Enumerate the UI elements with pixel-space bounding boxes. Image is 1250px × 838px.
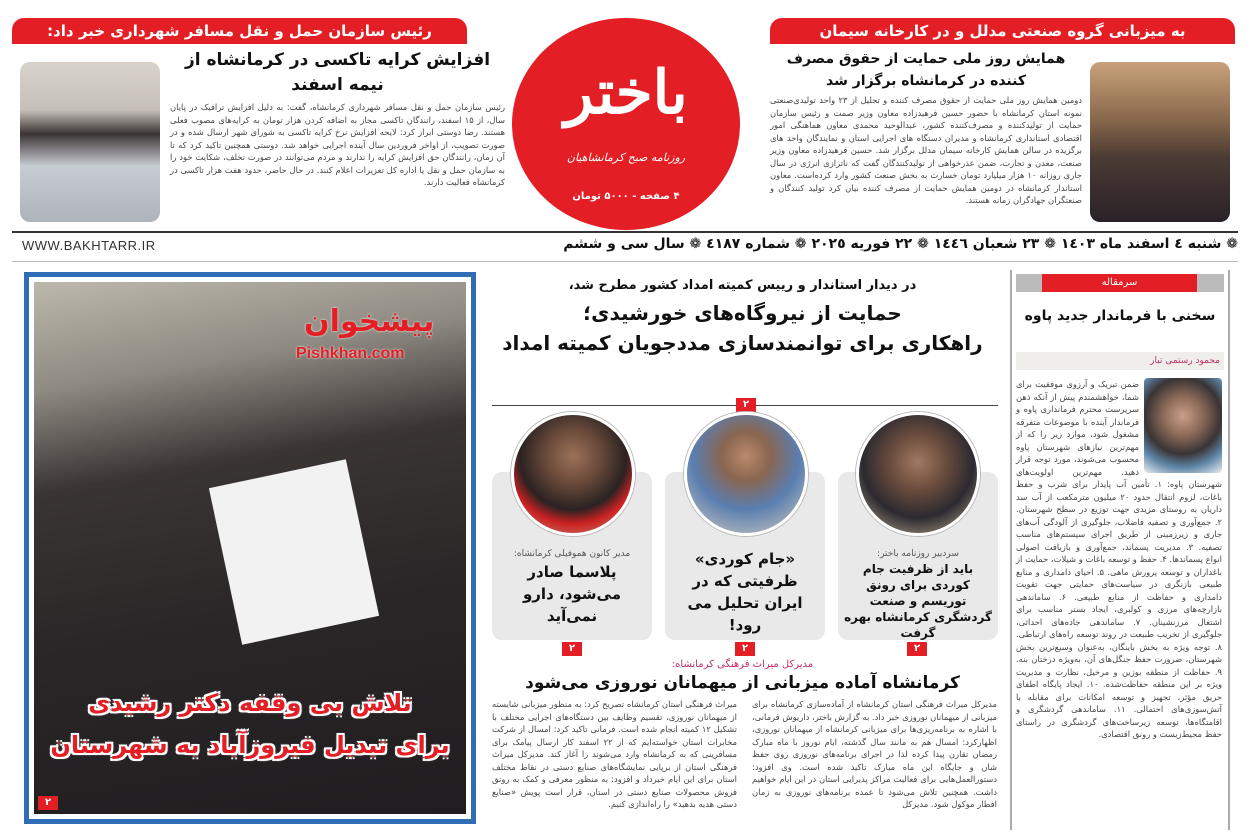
heritage-kicker: مدیرکل میراث فرهنگی کرمانشاه: <box>671 659 814 670</box>
heritage-col-2: میراث فرهنگی استان کرمانشاه تصریح کرد: به منظور میزبانی شایسته از میهمانان نوروزی، تقسیم وظایف بین دستگاه‌های اجرایی مختلف با تشکیل ۱۲ کمیته انجام شده است. فرمانی تاکید کرد: امسال از شرکت مخابرات استان خواسته‌ایم که از ۲۲ اسفند کار ارسال پیامک برای مسافرینی که به کرمانشاه وارد می‌شوند را آغاز کند. مدیرکل میراث فرهنگی استان از برپایی نمایشگاه‌های صنایع دستی در نقاط مختلف استان برای این ایام خبرداد و افزود: به منظور معرفی و کمک به رونق فروش محصولات صنایع دستی در استان، قرار است پویش «صنایع دستی هدیه بدهید» را راه‌اندازی کنیم. <box>492 699 737 809</box>
dateline-rule-bottom <box>12 261 1238 262</box>
main-headline-line-1: حمایت از نیروگاه‌های خورشیدی؛ <box>583 301 902 325</box>
heritage-head <box>485 658 1000 695</box>
hemophilia-portrait <box>511 412 635 536</box>
website-link[interactable]: WWW.BAKHTARR.IR <box>22 238 156 253</box>
conference-photo <box>1090 62 1230 222</box>
main-story <box>485 276 1000 358</box>
card-headline: باید از ظرفیت جام کوردی برای رونق توریسم و صنعت گردشگری کرمانشاه بهره گرفت <box>844 562 992 640</box>
masthead-logo[interactable] <box>512 18 740 230</box>
author-portrait <box>1144 378 1222 473</box>
masthead-tagline: روزنامه صبح کرمانشاهیان <box>566 151 686 164</box>
card-page-tag[interactable]: ۲ <box>735 642 755 656</box>
card-page-tag[interactable]: ۲ <box>907 642 927 656</box>
editorial-headline: سخنی با فرماندار جدید پاوه <box>1024 308 1216 324</box>
top-left-headline: افزایش کرایه تاکسی در کرمانشاه از نیمه اسفند <box>184 50 491 95</box>
kurdi-cup-portrait <box>684 412 808 536</box>
official-portrait-photo <box>20 62 160 222</box>
dateline: ❁ شنبه ٤ اسفند ماه ١٤٠٣ ❁ ٢٣ شعبان ١٤٤٦ ❁ ٢٢ فوریه ٢٠٢٥ ❁ شماره ٤١٨٧ ❁ سال سی و ششم <box>563 236 1238 252</box>
top-right-story <box>770 48 1082 207</box>
card-headline: «جام کوردی» ظرفیتی که در ایران تحلیل می رود! <box>687 550 803 634</box>
top-right-kicker: به میزبانی گروه صنعتی مدلل و در کارخانه سیمان <box>770 18 1235 44</box>
main-headline <box>485 298 1000 358</box>
card-kicker: سردبیر روزنامه باختر: <box>877 549 959 559</box>
main-kicker: در دیدار استاندار و رییس کمیته امداد کشور مطرح شد، <box>568 278 917 293</box>
top-left-kicker: رئیس سازمان حمل و نقل مسافر شهرداری خبر داد: <box>12 18 467 44</box>
editorial-label: سرمقاله <box>1042 274 1197 292</box>
card-kicker: مدیر کانون هموفیلی کرمانشاه: <box>513 549 631 559</box>
lead-photo-caption <box>34 682 466 766</box>
caption-line-2: برای تبدیل فیروزآباد به شهرستان <box>50 731 450 759</box>
top-right-headline: همایش روز ملی حمایت از حقوق مصرف کننده در کرمانشاه برگزار شد <box>786 51 1066 89</box>
lead-photo-frame[interactable] <box>24 272 476 824</box>
watermark-url: Pishkhan.com <box>296 345 405 362</box>
masthead-price: ۴ صفحه - ۵۰۰۰ تومان <box>572 191 680 202</box>
lead-photo <box>34 282 466 814</box>
editorial-text: ضمن تبریک و آرزوی موفقیت برای شما، خواهشمندم پیش از آنکه ذهن سرپرست محترم فرمانداری پاوه و فرماندار آینده با موضوعات متفرقه مشغول شود، موارد زیر را که از مهم‌ترین نیازهای شهرستان پاوه محسوب می‌شوند، مورد توجه قرار دهید. مهم‌ترین اولویت‌های شهرستان پاوه: ۱. تأمین آب پایدار برای شرب و حفظ باغات، لزوم انتقال حدود ۲۰ میلیون مترمکعب از آب سد داریان به روستای مزیدی جهت توزیع در سطح شهرستان. ۲. جمع‌آوری و تصفیه فاضلاب، جلوگیری از آلودگی آب‌های جاری و زیرزمینی از طریق اجرای سیستم‌های مناسب تصفیه. ۳. مدیریت پسماند، جمع‌آوری و بازیافت اصولی انواع پسماندها. ۴. حفظ و توسعه باغات و شیلات، حمایت از باغداران و توسعه پرورش ماهی. ۵. احیای دامداری و منابع طبیعی بازنگری در سیاست‌های حمایتی جهت تقویت دامداری و حفاظت از منابع طبیعی. ۶. ساماندهی بازارچه‌های مرزی و کولبری، ایجاد بستر مناسب برای اشتغال مرزنشینان. ۷. ساماندهی جاده‌های احداثی، جلوگیری از تخریب طبیعت در روند توسعه راه‌های ارتباطی. ۸. توجه ویژه به بخش باینگان، به‌عنوان وسیع‌ترین بخش شهرستان، ضرورت حفظ جنگل‌های آن، به‌ویژه درختان بنه. ۹. حفاظت از منطقه بوزین و مرخیل، نظارت و مدیریت ویژه بر این منطقه حفاظت‌شده. ۱۰. ایجاد پایگاه اطفای حریق مؤثر، تجهیز و توسعه امکانات برای مقابله با آتش‌سوزی‌های احتمالی. ۱۱. ساماندهی گردشگری و اقامتگاه‌ها، توسعه زیرساخت‌های گردشگری در راستای حفظ محیط‌زیست و رونق اقتصادی. <box>1016 379 1223 739</box>
caption-line-1: تلاش بی وقفه دکتر رشیدی <box>88 689 412 717</box>
card-headline: پلاسما صادر می‌شود، دارو نمی‌آید <box>522 563 622 625</box>
editor-portrait <box>856 412 980 536</box>
main-page-tag[interactable]: ۲ <box>736 398 756 412</box>
heritage-col-1: مدیرکل میراث فرهنگی استان کرمانشاه از آماده‌سازی کرمانشاه برای میزبانی از میهمانان نوروزی خبر داد. به گزارش باختر، داریوش فرمانی، با اشاره به برنامه‌ریزی‌ها برای میزبانی کرمانشاه از میهمانان نوروزی، اظهارکرد: امسال هم به مانند سال گذشته، ایام نوروز با ماه مبارک رمضان تقارن پیدا کرده لذا در اجرای برنامه‌های نوروزی روی حفظ شان و جایگاه این ماه مبارک تاکید شده است. وی افزود: دستورالعمل‌هایی برای فعالیت مراکز پذیرایی استان در این ایام خواهیم داشت. همچنین تلاش می‌شود تا عمده برنامه‌های نوروزی به زمان افطار موکول شود. مدیرکل <box>752 699 997 809</box>
logo-wordmark: باختر <box>564 58 688 128</box>
editorial-body <box>1016 378 1222 741</box>
main-headline-line-2: راهکاری برای توانمندسازی مددجویان کمیته امداد <box>502 331 983 355</box>
watermark-logo: پیشخوان <box>304 304 435 339</box>
editorial-author: محمود رستمی تبار <box>1016 352 1224 370</box>
page-ref-tag[interactable]: ۲ <box>38 796 58 810</box>
card-page-tag[interactable]: ۲ <box>562 642 582 656</box>
top-right-body: دومین همایش روز ملی حمایت از حقوق مصرف کننده و تجلیل از ۲۳ واحد تولیدی‌صنعتی نمونه استان کرمانشاه با حضور حسین فرهیدزاده معاون وزیر صمت و رئیس سازمان حمایت از تولیدکننده و مصرف‌کننده کشور، عبدالوحید محمدی معاون هماهنگی امور اقتصادی استانداری کرمانشاه و مدیران دستگاه های اجرایی استان و نمایندگان واحد های برگزیده در سالن همایش کارخانه سیمان مدلل برگزار شد. حسین فرهیدزاده معاون وزیر صنعت، معدن و تجارت، ضمن عذرخواهی از تولیدکنندگان گفت که ناترازی انرژی در سال جاری روزانه ۱۰ هزار میلیارد تومان خسارت به بخش صنعت کشور وارد کرده‌است. معاون استاندار کرمانشاه در دومین همایش حمایت از مصرف کننده بیان کرد تولید کنندگان و صنعتگران جهادگران زمانه هستند. <box>770 95 1082 205</box>
dateline-rule <box>12 231 1238 233</box>
heritage-headline: کرمانشاه آماده میزبانی از میهمانان نوروزی می‌شود <box>525 673 960 693</box>
document-paper <box>209 459 379 645</box>
top-left-body: رئیس سازمان حمل و نقل مسافر شهرداری کرمانشاه، گفت: به دلیل افزایش ترافیک در پایان سال، از ۱۵ اسفند، رانندگان تاکسی مجاز به اضافه کردن هزار تومان به کرایه‌های مصوب فعلی هستند. رضا دوستی ابراز کرد: لایحه افزایش نرخ کرایه تاکسی به شورای شهر ارسال شده و در صورت تصویب، از اواخر فروردین سال آینده اجرایی خواهد شد. دوستی همچنین تاکید کرد که تا آن زمان، رانندگان حق افزایش کرایه را ندارند و مردم می‌توانند در صورت تخلف، شکایت خود را به سازمان حمل و نقل یا اداره کل تعزیرات اعلام کنند. در حال حاضر، حدود هفت هزار تاکسی در کرمانشاه فعالیت دارند. <box>170 102 505 187</box>
top-left-story <box>170 48 505 189</box>
